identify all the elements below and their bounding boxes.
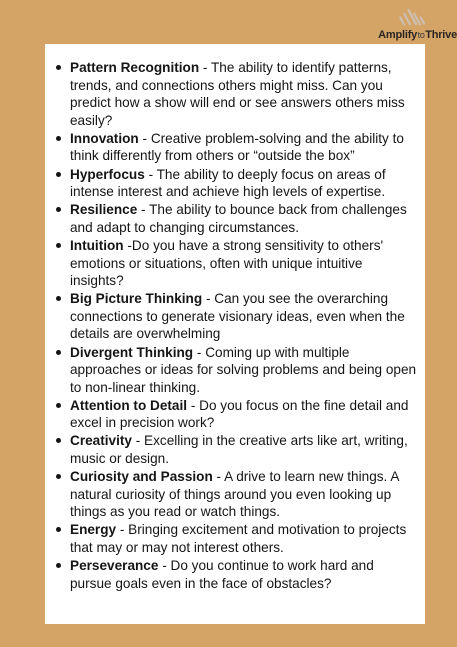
trait-description: - Do you continue to work hard and pursue goals even in the face of obstacles? [70,558,374,591]
trait-term: Creativity [70,433,132,449]
list-item [70,166,417,201]
brand-word-amplify: Amplify [378,29,418,41]
bullet-icon [56,438,61,443]
trait-description: - Creative problem-solving and the ability to think differently from others or “outside the box” [70,130,404,164]
trait-term: Intuition [70,237,124,253]
trait-description: - Excelling in the creative arts like art, writing, music or design. [70,433,408,467]
brand-wordmark [378,29,457,41]
list-item [70,557,417,592]
trait-description: - The ability to deeply focus on areas of intense interest and achieve high levels of expertise. [70,166,386,200]
brand-word-thrive: Thrive [425,29,457,41]
brand-logo [357,4,457,44]
bullet-icon [56,243,61,248]
list-item [70,468,417,521]
trait-term: Energy [70,522,117,538]
trait-description: - The ability to bounce back from challenges and adapt to changing circumstances. [70,202,407,235]
list-item [70,290,417,343]
traits-list [45,44,425,592]
trait-term: Perseverance [70,558,159,574]
bullet-icon [56,172,61,177]
list-item [70,521,417,556]
bullet-icon [56,65,61,70]
trait-description: - Coming up with multiple approaches or ideas for solving problems and being open to non-linear thinking. [70,344,417,395]
trait-term: Pattern Recognition [70,60,200,75]
trait-term: Innovation [70,130,139,146]
list-item [70,344,417,397]
list-item [70,432,417,467]
trait-description: - Do you focus on the fine detail and excel in precision work? [70,397,409,431]
trait-description: - Can you see the overarching connections to generate visionary ideas, even when the details are overwhelming [70,291,405,342]
bullet-icon [56,207,61,212]
list-item [70,130,417,165]
list-item [70,397,417,432]
trait-description: -Do you have a strong sensitivity to others' emotions or situations, often with unique intuitive insights? [70,237,384,289]
bullet-icon [56,563,61,568]
list-item [70,201,417,236]
bullet-icon [56,136,61,141]
trait-description: - Bringing excitement and motivation to projects that may or may not interest others. [70,522,407,556]
trait-term: Hyperfocus [70,166,145,182]
content-card [45,44,425,624]
trait-description: - The ability to identify patterns, trends, and connections others might miss. Can you predict how a show will end or see answers others miss easily? [70,60,405,128]
trait-term: Curiosity and Passion [70,469,213,485]
trait-term: Divergent Thinking [70,344,194,360]
bullet-icon [56,296,61,301]
brand-word-to: to [417,30,425,40]
trait-term: Attention to Detail [70,397,188,413]
bullet-icon [56,474,61,479]
bullet-icon [56,527,61,532]
list-item [70,237,417,290]
trait-term: Resilience [70,202,138,218]
waveform-mark-icon [397,6,427,28]
bullet-icon [56,350,61,355]
bullet-icon [56,403,61,408]
trait-term: Big Picture Thinking [70,291,203,307]
list-item [70,59,417,129]
trait-description: - A drive to learn new things. A natural curiosity of things around you even looking up things as you read or watch things. [70,469,399,520]
